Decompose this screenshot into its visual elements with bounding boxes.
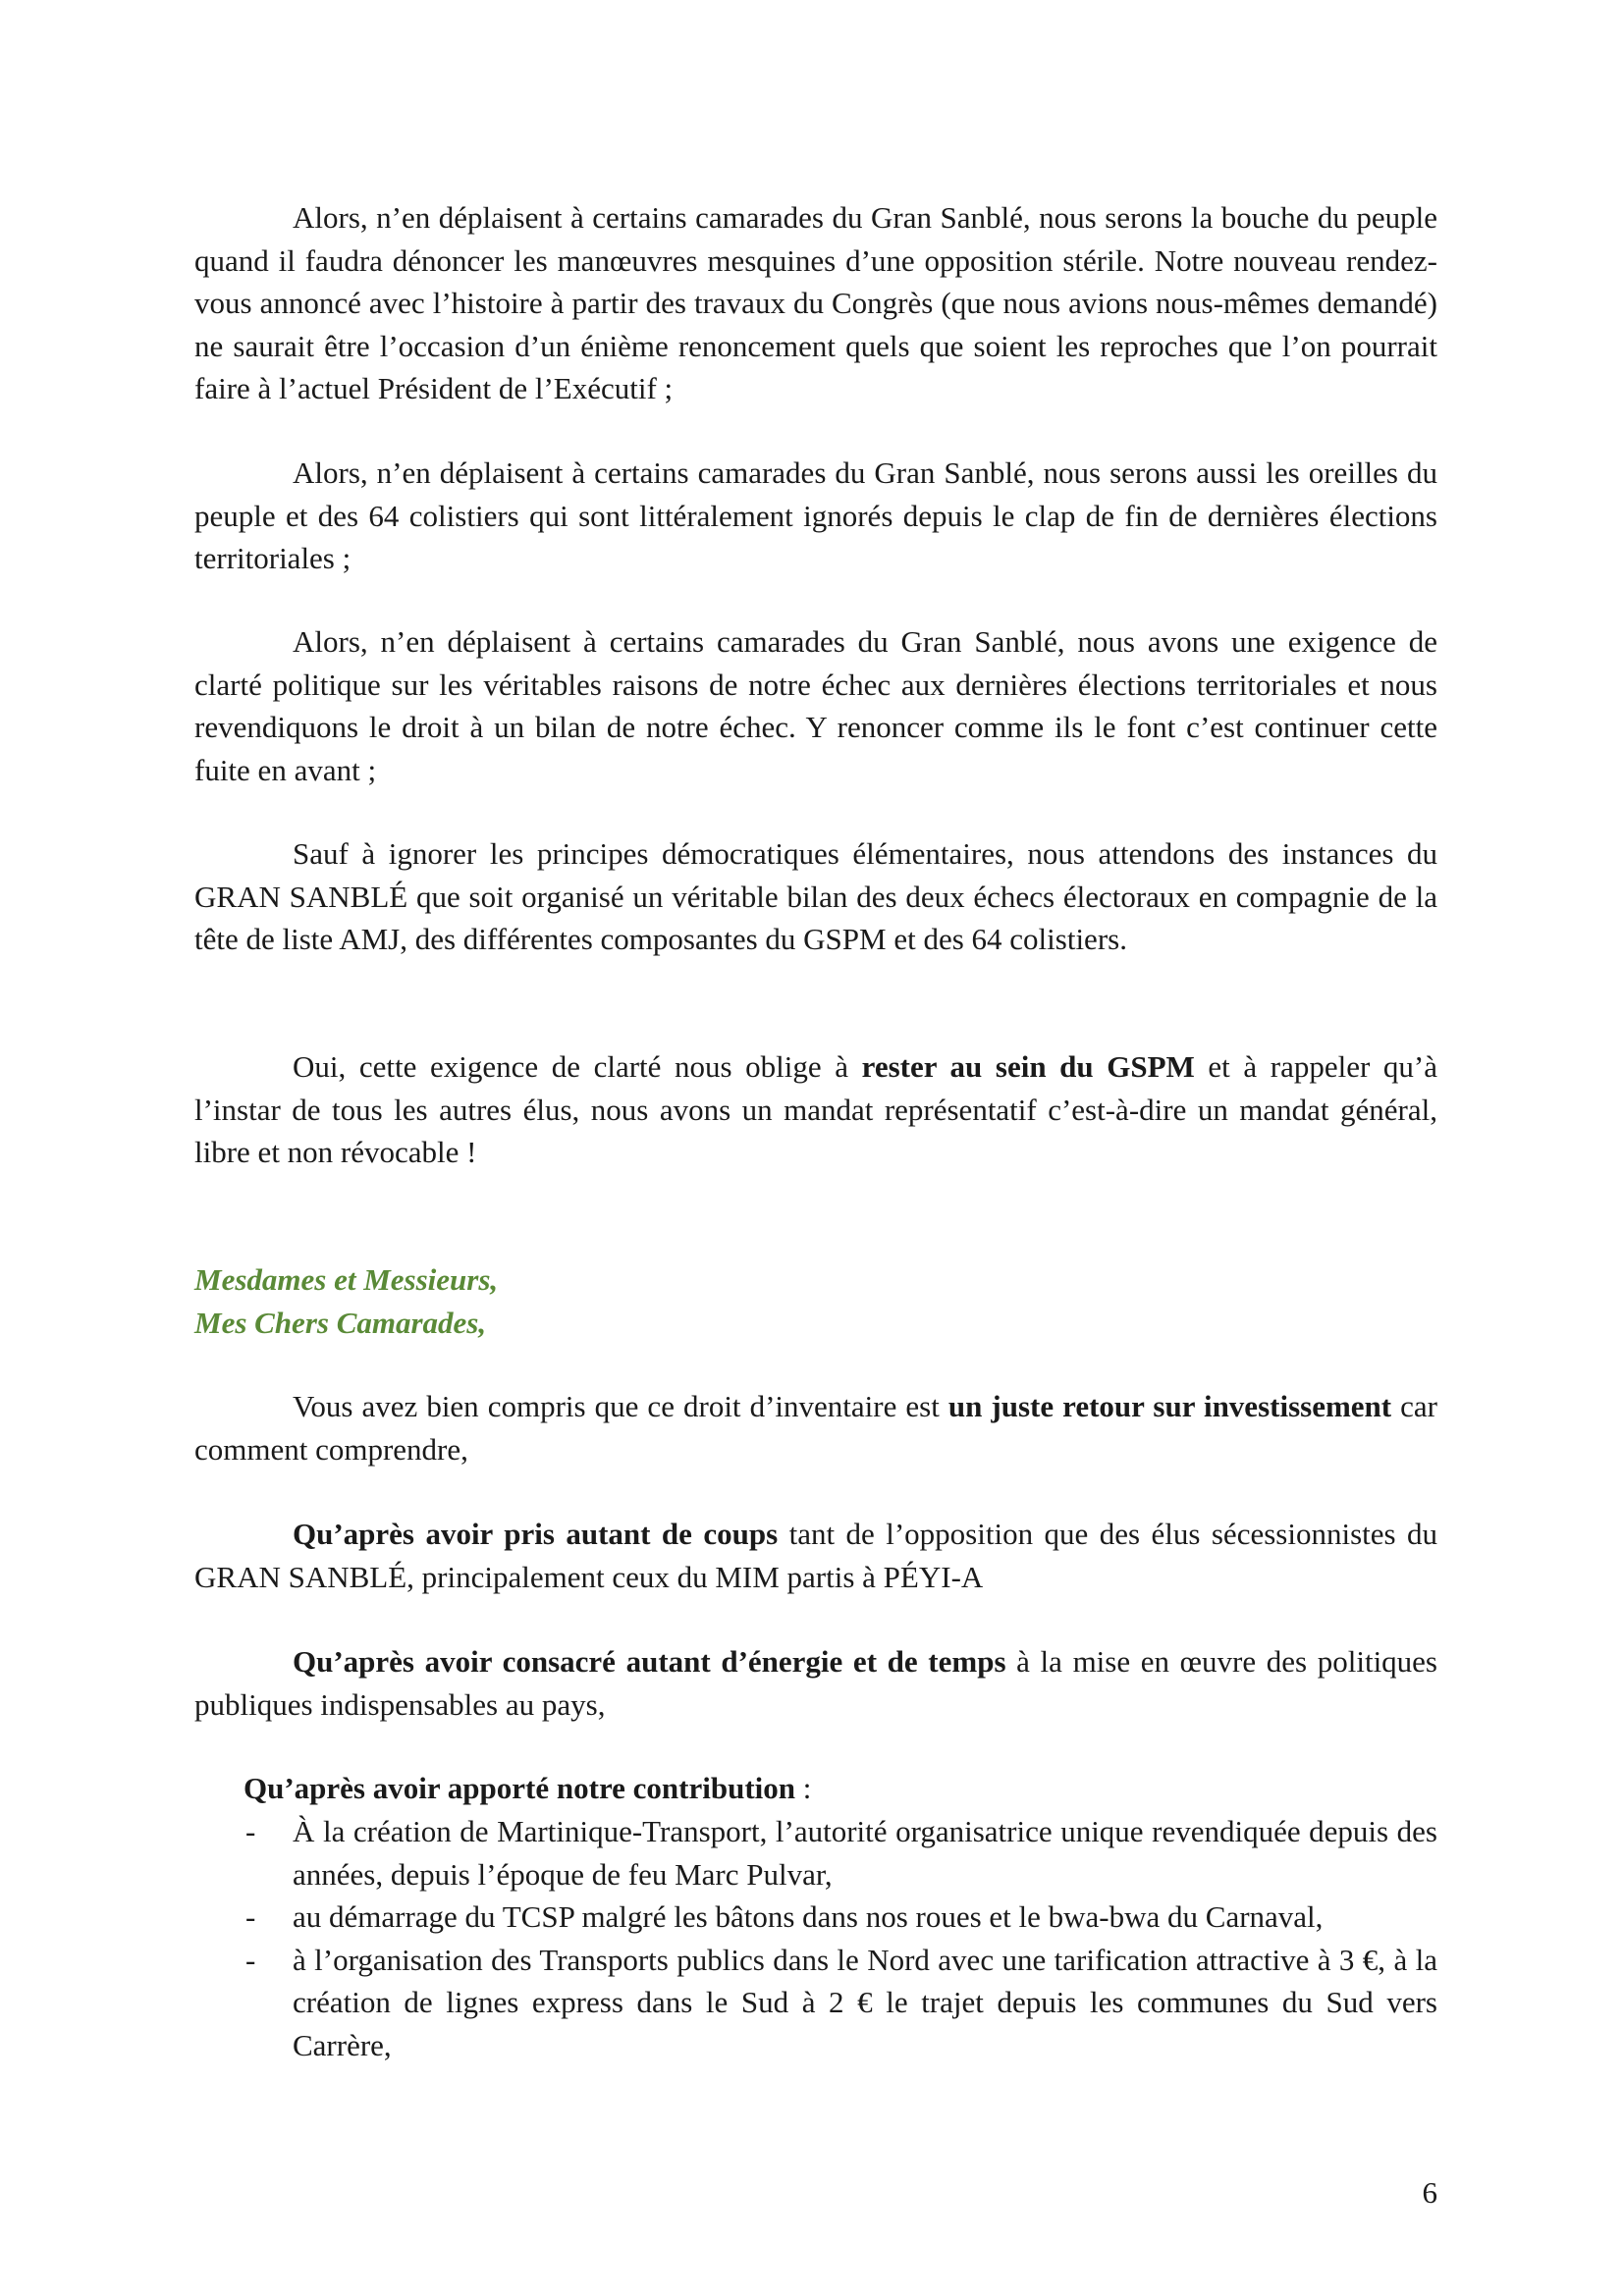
greeting-line-1: Mesdames et Messieurs,	[194, 1262, 499, 1297]
list-item-text: au démarrage du TCSP malgré les bâtons dans nos roues et le bwa-bwa du Carnaval,	[293, 1899, 1324, 1935]
bold-text: rester au sein du GSPM	[861, 1049, 1195, 1084]
list-item	[194, 1939, 1437, 2067]
list-item-text: À la création de Martinique-Transport, l’autorité organisatrice unique revendiquée depuis des années, depuis l’époque de feu Marc Pulvar,	[293, 1814, 1437, 1892]
text-run: et à rappeler qu’à l’instar de tous les autres élus, nous avons un mandat représentatif c’est-à-dire un mandat général, libre et non révocable !	[194, 1049, 1437, 1170]
paragraph-energie	[194, 1640, 1437, 1726]
list-item	[194, 1896, 1437, 1939]
contribution-intro	[243, 1767, 811, 1810]
text-run: tant de l’opposition que des élus sécessionnistes du GRAN SANBLÉ, principalement ceux du MIM partis à PÉYI-A	[194, 1517, 1438, 1594]
dash-bullet: -	[245, 1942, 256, 1977]
bold-text: un juste retour sur investissement	[947, 1389, 1392, 1423]
contribution-list	[194, 1810, 1437, 2067]
text-run: Vous avez bien compris que ce droit d’inventaire est	[293, 1389, 948, 1423]
paragraph-text	[194, 1513, 1437, 1598]
paragraph-3	[194, 620, 1437, 791]
bold-text: Qu’après avoir pris autant de coups	[293, 1517, 779, 1551]
bold-text: Qu’après avoir apporté notre contribution	[243, 1771, 796, 1805]
paragraph-1	[194, 196, 1437, 410]
bold-text: Qu’après avoir consacré autant d’énergie et de temps	[293, 1644, 1006, 1679]
paragraph-text	[194, 1045, 1437, 1174]
greeting-line-2: Mes Chers Camarades,	[194, 1306, 487, 1340]
list-item	[194, 1810, 1437, 1896]
text-run: car comment comprendre,	[194, 1389, 1437, 1467]
paragraph-text: Alors, n’en déplaisent à certains camarades du Gran Sanblé, nous serons la bouche du peuple quand il faudra dénoncer les manœuvres mesquines d’une opposition stérile. Notre nouveau rendez-vous annoncé avec l’histoire à partir des travaux du Congrès (que nous avions nous-mêmes demandé) ne saurait être l’occasion d’un énième renoncement quels que soient les reproches que l’on pourrait faire à l’actuel Président de l’Exécutif ;	[194, 200, 1437, 406]
dash-bullet: -	[245, 1899, 256, 1935]
paragraph-text: Alors, n’en déplaisent à certains camarades du Gran Sanblé, nous serons aussi les oreilles du peuple et des 64 colistiers qui sont littéralement ignorés depuis le clap de fin de dernières élections territoriales ;	[194, 455, 1437, 576]
dash-bullet: -	[245, 1814, 256, 1848]
paragraph-vous	[194, 1385, 1437, 1470]
text-run: Oui, cette exigence de clarté nous oblige à	[293, 1049, 862, 1084]
paragraph-4	[194, 832, 1437, 961]
text-run: à la mise en œuvre des politiques publiques indispensables au pays,	[194, 1644, 1437, 1722]
paragraph-2	[194, 452, 1437, 580]
list-item-text: à l’organisation des Transports publics dans le Nord avec une tarification attractive à 3 €, à la création de lignes express dans le Sud à 2 € le trajet depuis les communes du Sud vers Carrère,	[293, 1942, 1437, 2062]
paragraph-coups	[194, 1513, 1437, 1598]
paragraph-text: Alors, n’en déplaisent à certains camarades du Gran Sanblé, nous avons une exigence de clarté politique sur les véritables raisons de notre échec aux dernières élections territoriales et nous revendiquons le droit à un bilan de notre échec. Y renoncer comme ils le font c’est continuer cette fuite en avant ;	[194, 624, 1437, 787]
paragraph-text	[194, 1385, 1437, 1470]
text-run: :	[795, 1771, 812, 1805]
paragraph-text	[194, 1640, 1437, 1726]
paragraph-text: Sauf à ignorer les principes démocratiques élémentaires, nous attendons des instances du GRAN SANBLÉ que soit organisé un véritable bilan des deux échecs électoraux en compagnie de la tête de liste AMJ, des différentes composantes du GSPM et des 64 colistiers.	[194, 836, 1437, 957]
page-number: 6	[1422, 2175, 1437, 2210]
paragraph-oui	[194, 1045, 1437, 1174]
